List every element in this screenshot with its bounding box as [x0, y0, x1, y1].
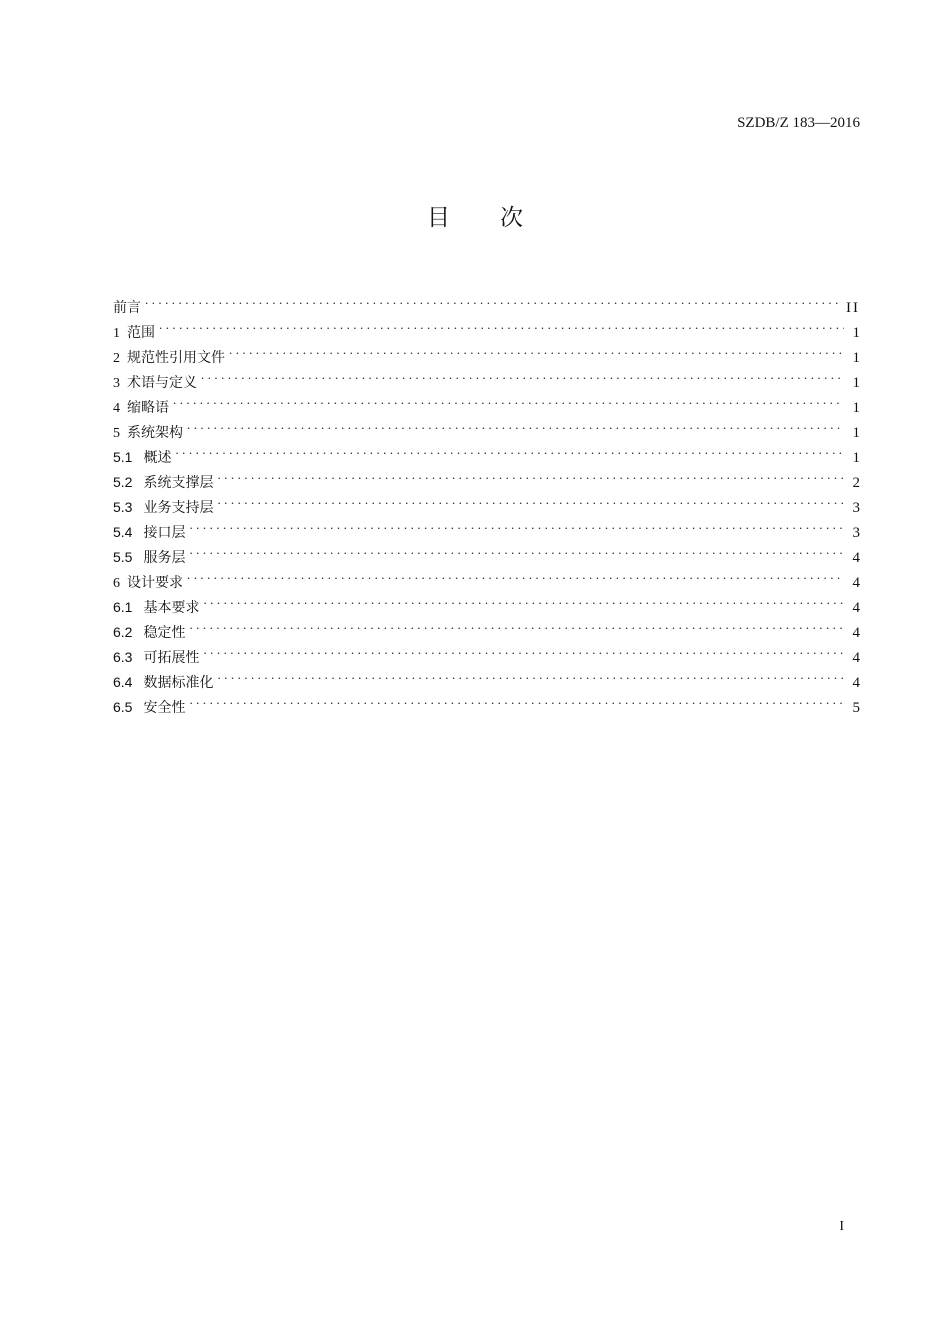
toc-entry-5-2[interactable] [113, 462, 860, 491]
table-of-contents [113, 287, 860, 716]
toc-entry-number: 2 [113, 351, 120, 366]
toc-entry-3[interactable] [113, 362, 860, 391]
toc-entry-label: 基本要求 [143, 600, 200, 616]
toc-dot-leader [189, 512, 844, 537]
toc-dot-leader [189, 612, 844, 637]
toc-dot-leader [187, 562, 844, 587]
toc-entry-page: 4 [852, 550, 860, 566]
toc-entry-label: 范围 [127, 325, 155, 341]
toc-entry-label: 缩略语 [127, 400, 169, 416]
toc-dot-leader [189, 687, 844, 712]
toc-dot-leader [189, 537, 844, 562]
toc-entry-label: 可拓展性 [143, 650, 200, 666]
toc-entry-page: 3 [852, 500, 860, 516]
toc-entry-number: 6.3 [113, 649, 133, 665]
toc-entry-6-2[interactable] [113, 612, 860, 641]
toc-entry-number: 6 [113, 576, 120, 591]
toc-dot-leader [217, 662, 844, 687]
toc-entry-page: 3 [852, 525, 860, 541]
toc-entry-label: 数据标准化 [143, 675, 214, 691]
toc-entry-page: 4 [852, 575, 860, 591]
toc-entry-page: 4 [852, 650, 860, 666]
toc-entry-number: 6.1 [113, 599, 133, 615]
toc-entry-page: 1 [852, 325, 860, 341]
toc-entry-label: 概述 [143, 450, 172, 466]
toc-entry-page: 1 [852, 450, 860, 466]
toc-dot-leader [217, 487, 844, 512]
toc-entry-2[interactable] [113, 337, 860, 366]
toc-entry-number: 6.5 [113, 699, 133, 715]
toc-entry-number: 4 [113, 401, 120, 416]
toc-entry-preface[interactable] [113, 287, 860, 316]
toc-entry-1[interactable] [113, 312, 860, 341]
toc-dot-leader [145, 287, 840, 312]
toc-entry-number: 5.2 [113, 474, 133, 490]
toc-entry-page: 1 [852, 425, 860, 441]
toc-entry-label: 业务支持层 [143, 500, 214, 516]
toc-dot-leader [203, 637, 844, 662]
toc-entry-page: 2 [852, 475, 860, 491]
toc-title: 目次 [427, 205, 573, 231]
toc-dot-leader [201, 362, 844, 387]
toc-entry-page: 4 [852, 625, 860, 641]
toc-entry-number: 5 [113, 426, 120, 441]
toc-entry-label: 前言 [113, 300, 141, 316]
toc-entry-6[interactable] [113, 562, 860, 591]
toc-entry-label: 稳定性 [143, 625, 186, 641]
toc-entry-5-3[interactable] [113, 487, 860, 516]
toc-entry-5-4[interactable] [113, 512, 860, 541]
toc-entry-number: 6.4 [113, 674, 133, 690]
toc-entry-number: 5.4 [113, 524, 133, 540]
toc-entry-label: 安全性 [143, 700, 186, 716]
toc-entry-label: 规范性引用文件 [127, 350, 225, 366]
toc-entry-page: II [846, 300, 860, 316]
toc-entry-4[interactable] [113, 387, 860, 416]
toc-dot-leader [229, 337, 844, 362]
toc-entry-label: 服务层 [143, 550, 186, 566]
toc-entry-page: 5 [852, 700, 860, 716]
toc-dot-leader [203, 587, 844, 612]
toc-entry-page: 1 [852, 375, 860, 391]
toc-entry-number: 3 [113, 376, 120, 391]
toc-entry-5[interactable] [113, 412, 860, 441]
toc-entry-label: 系统架构 [127, 425, 183, 441]
toc-entry-label: 接口层 [143, 525, 186, 541]
toc-entry-number: 1 [113, 326, 120, 341]
toc-entry-6-4[interactable] [113, 662, 860, 691]
toc-entry-6-5[interactable] [113, 687, 860, 716]
toc-dot-leader [173, 387, 844, 412]
toc-entry-page: 1 [852, 350, 860, 366]
page-number: I [839, 1219, 844, 1234]
toc-entry-label: 术语与定义 [127, 375, 197, 391]
toc-entry-6-3[interactable] [113, 637, 860, 666]
document-code: SZDB/Z 183—2016 [737, 115, 860, 131]
toc-entry-label: 设计要求 [127, 575, 183, 591]
toc-entry-number: 5.1 [113, 449, 133, 465]
toc-dot-leader [159, 312, 844, 337]
toc-dot-leader [187, 412, 844, 437]
toc-dot-leader [217, 462, 844, 487]
toc-entry-number: 5.3 [113, 499, 133, 515]
toc-entry-page: 4 [852, 675, 860, 691]
toc-entry-label: 系统支撑层 [143, 475, 214, 491]
toc-dot-leader [175, 437, 844, 462]
toc-entry-6-1[interactable] [113, 587, 860, 616]
toc-entry-number: 6.2 [113, 624, 133, 640]
toc-entry-5-5[interactable] [113, 537, 860, 566]
toc-entry-5-1[interactable] [113, 437, 860, 466]
toc-entry-number: 5.5 [113, 549, 133, 565]
toc-entry-page: 1 [852, 400, 860, 416]
toc-entry-page: 4 [852, 600, 860, 616]
